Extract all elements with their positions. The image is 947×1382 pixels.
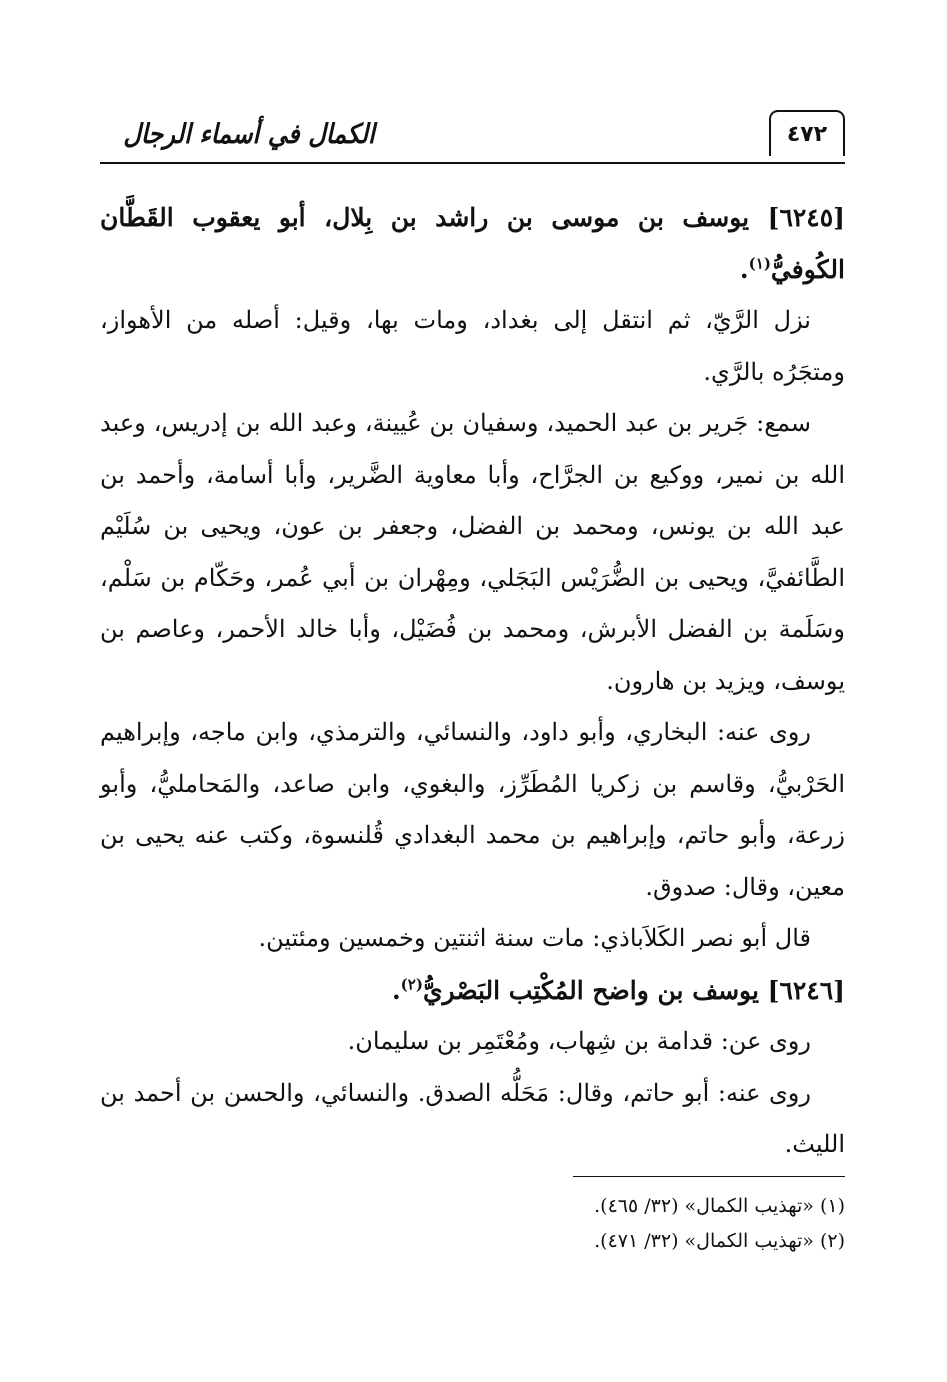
footnote: (٢) «تهذيب الكمال» (٣٢/ ٤٧١).: [594, 1230, 845, 1252]
entry-heading: [100, 192, 845, 295]
footnote-rule: [573, 1176, 845, 1177]
footnotes: [100, 1176, 845, 1259]
paragraph: سمع: جَرير بن عبد الحميد، وسفيان بن عُيينة، وعبد الله بن إدريس، وعبد الله بن نمير، ووكيع بن الجرَّاح، وأبا معاوية الضَّرير، وأبا أسامة، وأحمد بن عبد الله بن يونس، ومحمد بن الفضل، وجعفر بن عون، ويحيى بن سُلَيْم الطَّائفيَّ، ويحيى بن الضُّرَيْس البَجَلي، ومِهْران بن أبي عُمر، وحَكّام بن سَلْم، وسَلَمة بن الفضل الأبرش، ومحمد بن فُضَيْل، وأبا خالد الأحمر، وعاصم بن يوسف، ويزيد بن هارون.: [100, 409, 846, 695]
page-number: ٤٧٢: [769, 110, 845, 156]
paragraph: قال أبو نصر الكَلاَباذي: مات سنة اثنتين وخمسين ومئتين.: [258, 924, 811, 952]
entry-heading-end: .: [739, 254, 749, 284]
entry-heading-text: [٦٢٤٥] يوسف بن موسى بن راشد بن بِلال، أبو يعقوب القَطَّان الكُوفيُّ: [100, 203, 845, 284]
running-header: [100, 110, 845, 164]
paragraph: روى عنه: البخاري، وأبو داود، والنسائي، والترمذي، وابن ماجه، وإبراهيم الحَرْبيُّ، وقاسم بن زكريا المُطَرِّز، والبغوي، وابن صاعد، والمَحامليُّ، وأبو زرعة، وأبو حاتم، وإبراهيم بن محمد البغدادي قُلنسوة، وكتب عنه يحيى بن معين، وقال: صدوق.: [100, 718, 845, 901]
footnote-reference[interactable]: (٢): [400, 975, 423, 994]
header-rule: [100, 162, 845, 164]
entry-heading-end: .: [391, 975, 401, 1005]
paragraph: روى عنه: أبو حاتم، وقال: مَحَلُّه الصدق. والنسائي، والحسن بن أحمد بن الليث.: [100, 1078, 845, 1158]
footnote: (١) «تهذيب الكمال» (٣٢/ ٤٦٥).: [594, 1195, 845, 1217]
entry-heading: [100, 965, 845, 1017]
main-text: [100, 192, 845, 1171]
entry-heading-text: [٦٢٤٦] يوسف بن واضح المُكْتِب البَصْريُّ: [422, 975, 845, 1005]
running-title: الكمال في أسماء الرجال: [123, 118, 375, 150]
footnote-reference[interactable]: (١): [748, 254, 771, 273]
paragraph: نزل الرَّيّ، ثم انتقل إلى بغداد، ومات بها، وقيل: أصله من الأهواز، ومتجَرُه بالرَّي.: [100, 306, 845, 386]
paragraph: روى عن: قدامة بن شِهاب، ومُعْتَمِر بن سليمان.: [347, 1027, 811, 1055]
